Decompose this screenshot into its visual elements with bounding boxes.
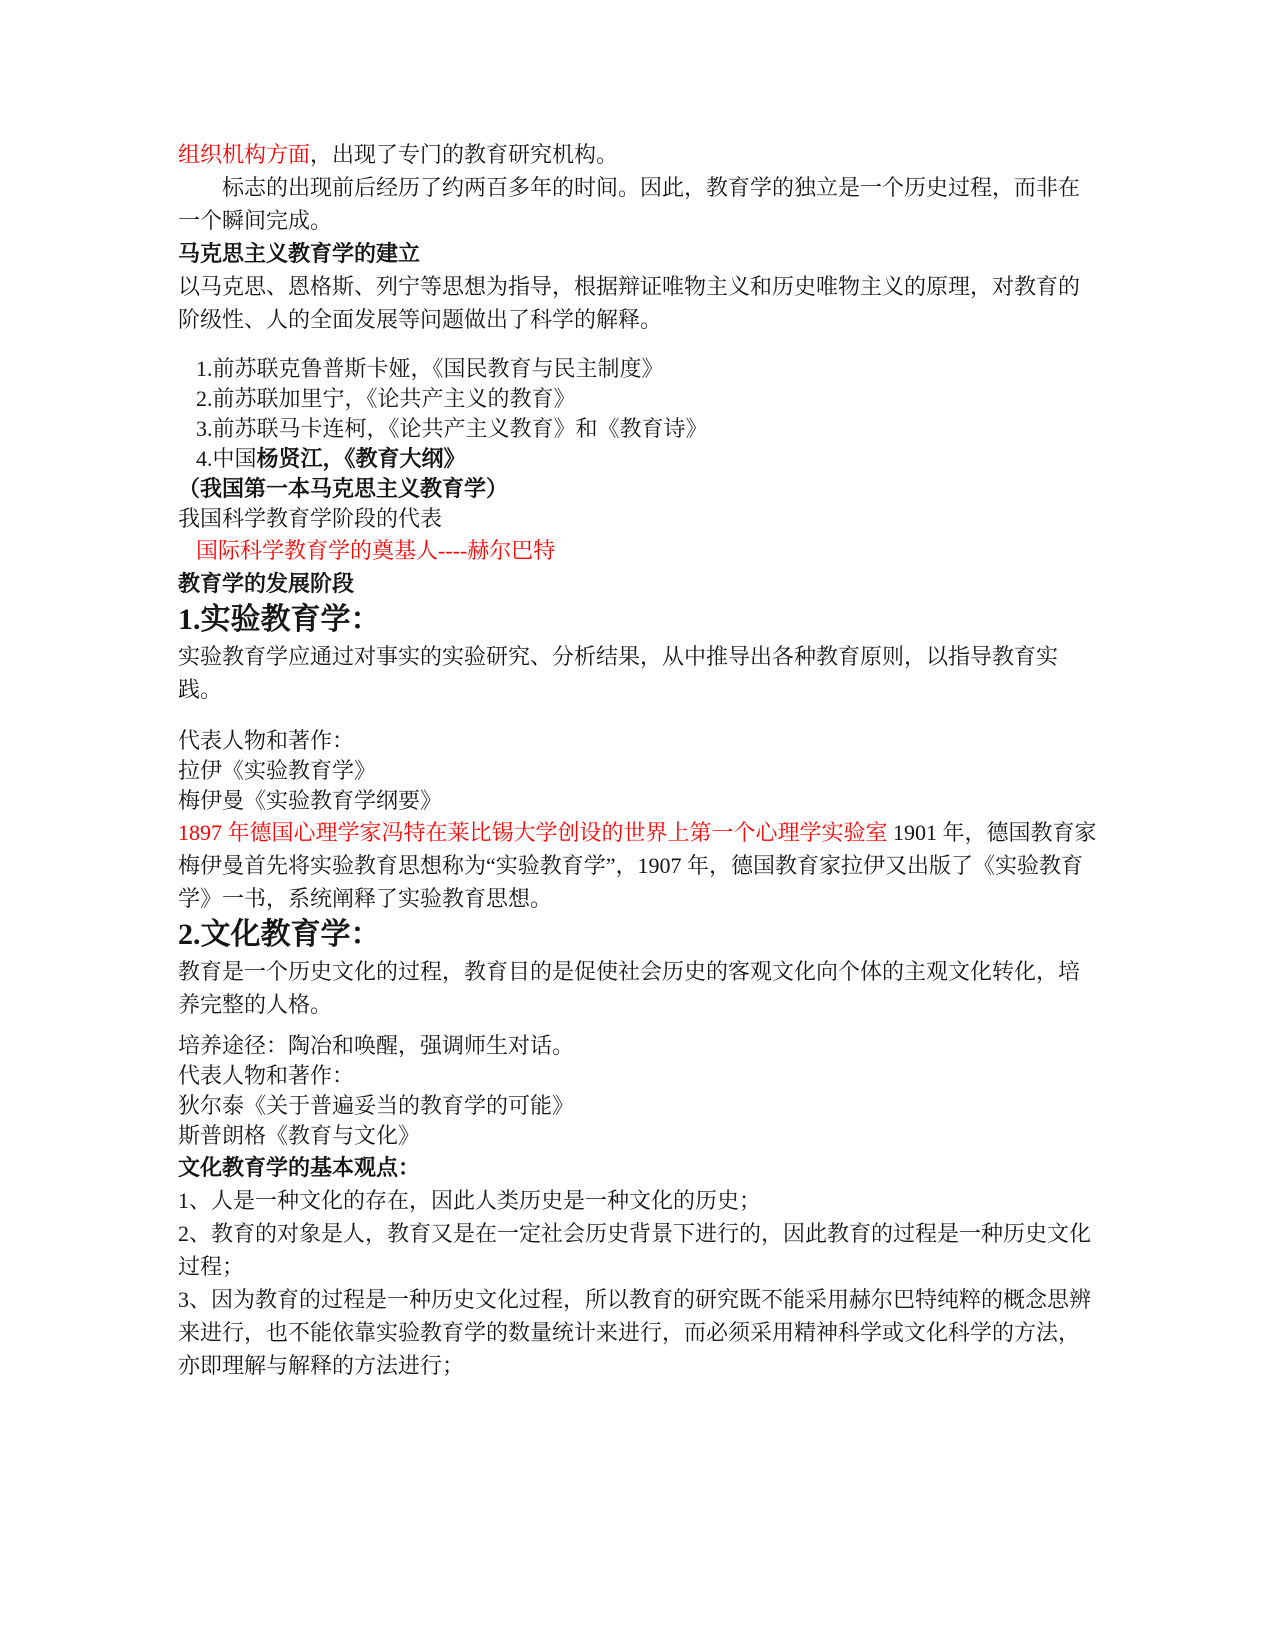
list-item: 4.中国杨贤江，《教育大纲》	[196, 446, 466, 471]
heading-cultural-pedagogy: 2.文化教育学：	[178, 918, 381, 951]
paragraph-1897-rest: 1901 年，德国教育家梅伊曼首先将实验教育思想称为“实验教育学”，1907 年，德国教育家拉伊又出版了《实验教育学》一书，系统阐释了实验教育思想。	[178, 820, 1097, 911]
viewpoint-2: 2、教育的对象是人，教育又是在一定社会历史背景下进行的，因此教育的过程是一种历史文化过程；	[178, 1221, 1092, 1279]
work-spranger: 斯普朗格《教育与文化》	[178, 1123, 421, 1148]
heading-development-stages: 教育学的发展阶段	[178, 571, 355, 596]
paragraph-cultivation-path: 培养途径：陶冶和唤醒，强调师生对话。	[178, 1033, 575, 1058]
paragraph-cultural-pedagogy: 教育是一个历史文化的过程，教育目的是促使社会历史的客观文化向个体的主观文化转化，培养完整的人格。	[178, 959, 1081, 1017]
paragraph-organization	[178, 138, 1098, 171]
work-lay: 拉伊《实验教育学》	[178, 758, 377, 783]
paragraph-marxist-pedagogy: 以马克思、恩格斯、列宁等思想为指导，根据辩证唯物主义和历史唯物主义的原理，对教育的阶级性、人的全面发展等问题做出了科学的解释。	[178, 274, 1081, 332]
paragraph-experimental-pedagogy: 实验教育学应通过对事实的实验研究、分析结果，从中推导出各种教育原则，以指导教育实践。	[178, 644, 1059, 702]
list-item: 1.前苏联克鲁普斯卡娅，《国民教育与民主制度》	[196, 356, 664, 381]
work-meumann: 梅伊曼《实验教育学纲要》	[178, 788, 443, 813]
work-dilthey: 狄尔泰《关于普遍妥当的教育学的可能》	[178, 1093, 575, 1118]
marxist-works-list	[178, 354, 1098, 534]
paragraph-sign: 标志的出现前后经历了约两百多年的时间。因此，教育学的独立是一个历史过程，而非在一个瞬间完成。	[178, 175, 1081, 233]
list-item: 2.前苏联加里宁，《论共产主义的教育》	[196, 386, 576, 411]
viewpoint-1: 1、人是一种文化的存在，因此人类历史是一种文化的历史；	[178, 1188, 762, 1213]
paragraph-1897-history	[178, 816, 1098, 915]
heading-marxist-pedagogy: 马克思主义教育学的建立	[178, 241, 421, 266]
label-representatives: 代表人物和著作：	[178, 1063, 355, 1088]
highlight-wundt-lab: 1897 年德国心理学家冯特在莱比锡大学创设的世界上第一个心理学实验室	[178, 820, 888, 845]
label-representatives: 代表人物和著作：	[178, 728, 355, 753]
paragraph-organization-rest: ，出现了专门的教育研究机构。	[310, 142, 619, 167]
heading-experimental-pedagogy: 1.实验教育学：	[178, 603, 381, 636]
highlight-organization: 组织机构方面	[178, 142, 311, 167]
heading-cultural-viewpoints: 文化教育学的基本观点：	[178, 1155, 421, 1180]
list-item: 3.前苏联马卡连柯，《论共产主义教育》和《教育诗》	[196, 416, 708, 441]
paragraph-china-representative: 我国科学教育学阶段的代表	[178, 506, 443, 531]
cultural-representatives	[178, 1031, 1098, 1151]
highlight-founder-herbart: 国际科学教育学的奠基人----赫尔巴特	[196, 538, 556, 563]
viewpoint-3: 3、因为教育的过程是一种历史文化过程，所以教育的研究既不能采用赫尔巴特纯粹的概念思辨来进行，也不能依靠实验教育学的数量统计来进行，而必须采用精神科学或文化科学的方法，亦即理解与解释的方法进行；	[178, 1287, 1092, 1378]
note-first-marxist-pedagogy: （我国第一本马克思主义教育学）	[178, 476, 509, 501]
experimental-representatives	[178, 726, 1098, 816]
